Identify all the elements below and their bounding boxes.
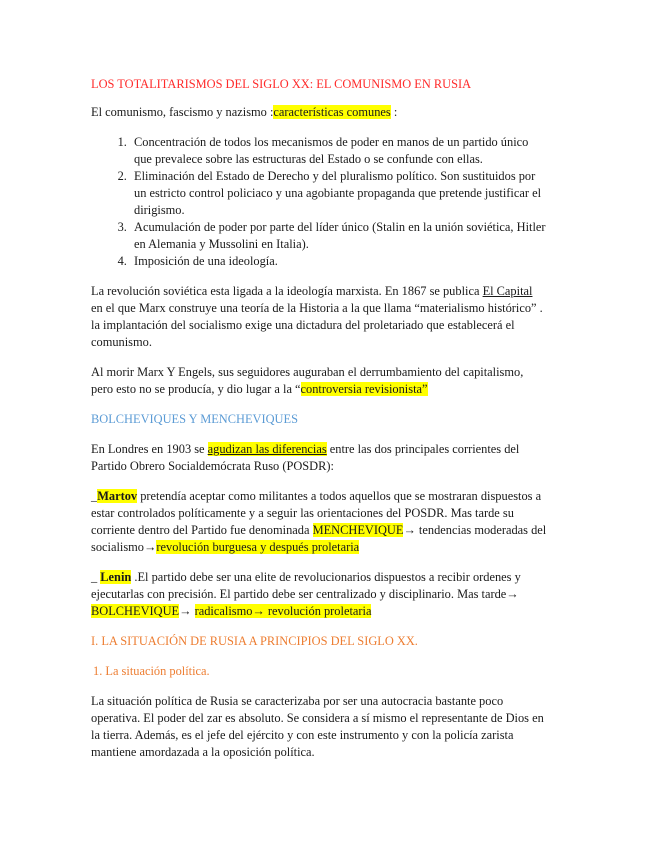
engels-paragraph [91, 364, 547, 398]
document-title: LOS TOTALITARISMOS DEL SIGLO XX: EL COMUNISMO EN RUSIA [91, 77, 472, 91]
text: : [390, 105, 398, 119]
text: La revolución soviética esta ligada a la ideología marxista. En 1867 se publica [91, 284, 483, 298]
list-item: 2. Eliminación del Estado de Derecho y del pluralismo político. Son sustituidos por un estricto control policiaco y una agobiante propaganda que pretende justificar el dirigismo. [130, 168, 547, 219]
text: → tendencias moderadas del socialismo→ [91, 523, 547, 554]
list-item: 1. Concentración de todos los mecanismos de poder en manos de un partido único que prevalece sobre las estructuras del Estado o se confunde con ellas. [130, 134, 547, 168]
text: en el que Marx construye una teoría de la Historia a la que llama “materialismo histórico” . la implantación del socialismo exige una dictadura del proletariado que establecerá el comunismo. [91, 301, 543, 349]
characteristics-list [91, 134, 547, 270]
heading-section: I. LA SITUACIÓN DE RUSIA A PRINCIPIOS DEL SIGLO XX. [91, 634, 418, 648]
text: pretendía aceptar como militantes a todos aquellos que se mostraran dispuestos a estar controlados políticamente y a seguir las orientaciones del POSDR. Mas tarde su corriente dentro del Partido fue denominada [91, 489, 542, 537]
text: → [179, 604, 195, 618]
heading-subsection: 1. La situación política. [93, 664, 210, 678]
text: _ [91, 570, 101, 584]
marx-paragraph [91, 283, 547, 351]
lenin-paragraph [91, 569, 547, 620]
text: En Londres en 1903 se [91, 442, 208, 456]
highlight: controversia revisionista” [300, 382, 428, 396]
text: .El partido debe ser una elite de revolucionarios dispuestos a recibir ordenes y ejecutarlas con precisión. El partido debe ser centralizado y disciplinario. Mas tarde→ [91, 570, 521, 601]
highlight: agudizan las diferencias [207, 442, 327, 456]
text: entre las dos principales corrientes del Partido Obrero Socialdemócrata Ruso (POSDR): [91, 442, 520, 473]
lenin-name: Lenin [100, 570, 132, 584]
document-page [91, 76, 547, 774]
el-capital-underline: El Capital [482, 284, 533, 298]
heading-bolcheviques: BOLCHEVIQUES Y MENCHEVIQUES [91, 412, 298, 426]
highlight: características comunes [273, 105, 391, 119]
intro-paragraph [91, 104, 547, 121]
text: Al morir Marx Y Engels, sus seguidores auguraban el derrumbamiento del capitalismo, pero esto no se producía, y dio lugar a la “ [91, 365, 524, 396]
highlight: BOLCHEVIQUE [91, 604, 180, 618]
highlight: MENCHEVIQUE [312, 523, 404, 537]
list-item: 4. Imposición de una ideología. [130, 253, 547, 270]
list-item: 3. Acumulación de poder por parte del líder único (Stalin en la unión soviética, Hitler en Alemania y Mussolini en Italia). [130, 219, 547, 253]
situacion-paragraph: La situación política de Rusia se caracterizaba por ser una autocracia bastante poco operativa. El poder del zar es absoluto. Se considera a sí mismo el representante de Dios en la tierra. Además, es el jefe del ejército y con este instrumento y con la policía zarista mantiene amordazada a la oposición política. [91, 694, 544, 759]
londres-paragraph [91, 441, 547, 475]
highlight: radicalismo→ revolución proletaria [194, 604, 372, 618]
text: _ [91, 489, 98, 503]
text: El comunismo, fascismo y nazismo : [91, 105, 274, 119]
martov-paragraph [91, 488, 547, 556]
highlight: revolución burguesa y después proletaria [156, 540, 360, 554]
martov-name: Martov [97, 489, 138, 503]
